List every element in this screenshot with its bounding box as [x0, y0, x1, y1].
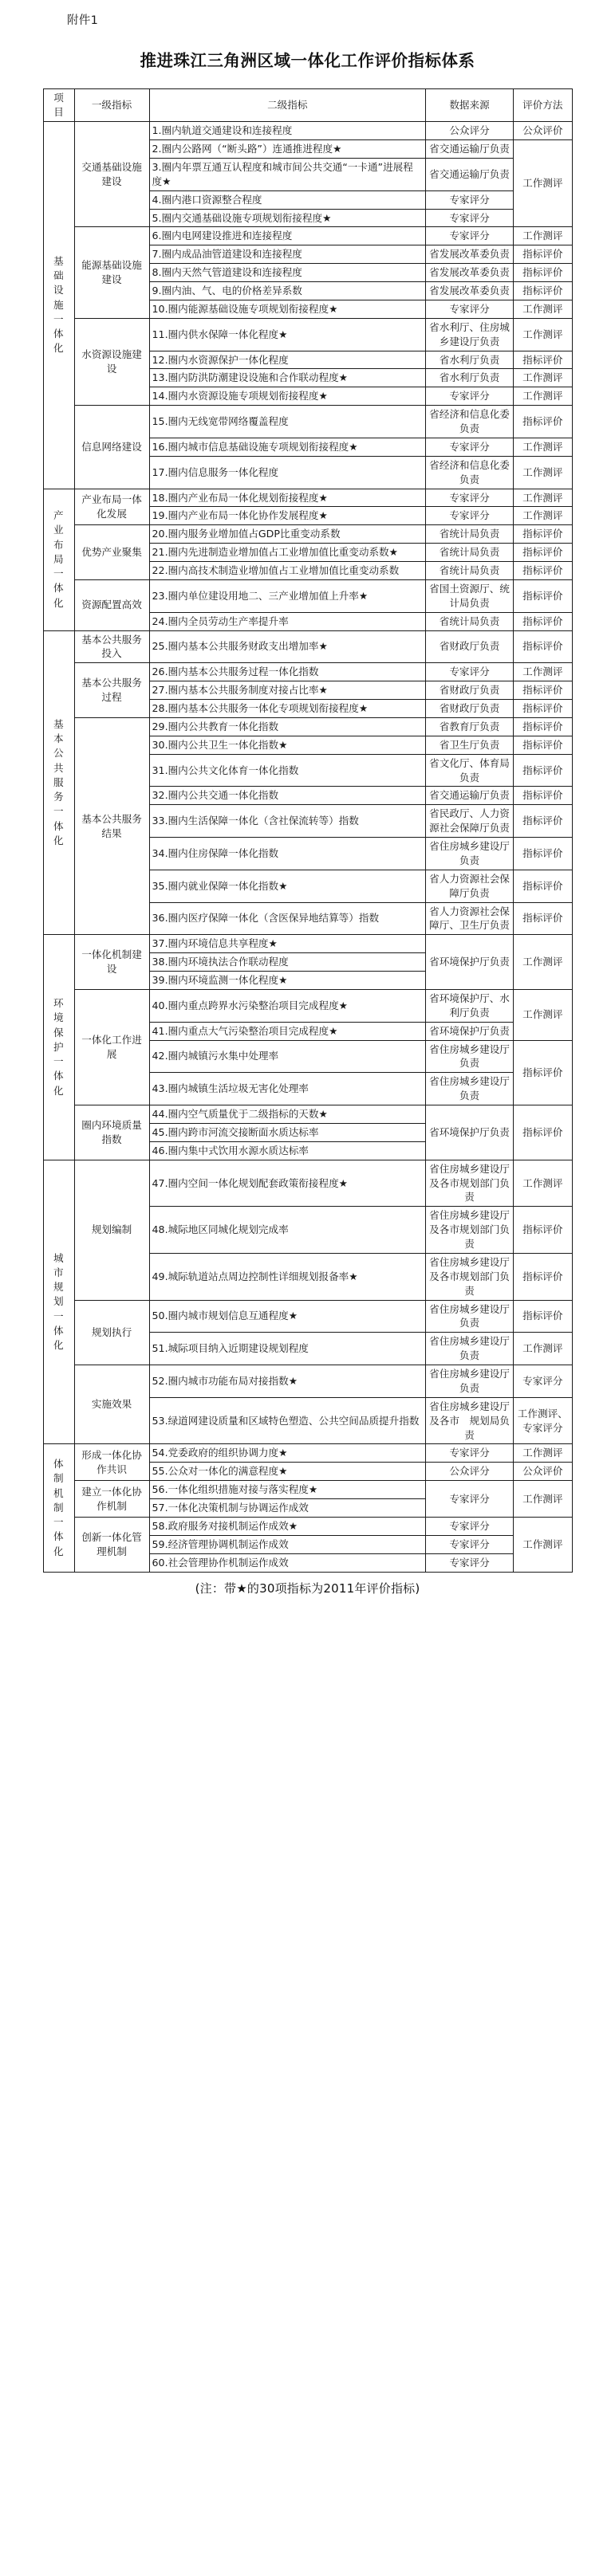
source-cell: 专家评分 — [425, 387, 513, 406]
method-cell: 工作测评 — [514, 300, 572, 318]
project-label: 环境保护一体化 — [53, 997, 65, 1097]
source-cell: 省交通运输厅负责 — [425, 787, 513, 805]
level2-cell: 36.圈内医疗保障一体化（含医保异地结算等）指数 — [149, 902, 425, 935]
source-cell: 省财政厅负责 — [425, 681, 513, 700]
level2-cell: 30.圈内公共卫生一体化指数★ — [149, 736, 425, 754]
table-row — [43, 1160, 572, 1207]
method-cell: 工作测评 — [514, 1333, 572, 1365]
level1-cell: 规划编制 — [74, 1160, 149, 1300]
level2-cell: 33.圈内生活保障一体化（含社保流转等）指数 — [149, 805, 425, 838]
table-row — [43, 1481, 572, 1499]
level2-cell: 31.圈内公共文化体育一体化指数 — [149, 754, 425, 787]
method-cell: 指标评价 — [514, 681, 572, 700]
level1-cell: 交通基础设施建设 — [74, 122, 149, 227]
source-cell: 专家评分 — [425, 1444, 513, 1463]
method-cell: 指标评价 — [514, 717, 572, 736]
level1-cell: 一体化工作进展 — [74, 989, 149, 1105]
source-cell: 公众评分 — [425, 1463, 513, 1481]
source-cell: 省环境保护厅负责 — [425, 1105, 513, 1160]
source-cell: 省水利厅、住房城乡建设厅负责 — [425, 318, 513, 351]
source-cell: 省统计局负责 — [425, 525, 513, 544]
method-cell: 指标评价 — [514, 406, 572, 438]
source-cell: 省住房城乡建设厅及各市规划部门负责 — [425, 1253, 513, 1300]
level2-cell: 23.圈内单位建设用地二、三产业增加值上升率★ — [149, 579, 425, 612]
source-cell: 省教育厅负责 — [425, 717, 513, 736]
source-cell: 专家评分 — [425, 1481, 513, 1518]
level2-cell: 38.圈内环境执法合作联动程度 — [149, 953, 425, 972]
method-cell: 专家评分 — [514, 1365, 572, 1398]
method-cell: 工作测评 — [514, 140, 572, 227]
project-label: 基本公共服务一体化 — [53, 717, 65, 846]
table-row — [43, 1300, 572, 1333]
source-cell: 省环境保护厅负责 — [425, 1022, 513, 1040]
level2-cell: 55.公众对一体化的满意程度★ — [149, 1463, 425, 1481]
level1-cell: 一体化机制建设 — [74, 935, 149, 990]
method-cell: 指标评价 — [514, 805, 572, 838]
level1-cell: 形成一体化协作共识 — [74, 1444, 149, 1481]
level1-cell: 规划执行 — [74, 1300, 149, 1365]
level2-cell: 35.圈内就业保障一体化指数★ — [149, 870, 425, 902]
method-cell: 工作测评 — [514, 1481, 572, 1518]
level2-cell: 40.圈内重点跨界水污染整治项目完成程度★ — [149, 989, 425, 1022]
source-cell: 省交通运输厅负责 — [425, 140, 513, 159]
table-row — [43, 489, 572, 507]
source-cell: 专家评分 — [425, 300, 513, 318]
level1-cell: 能源基础设施建设 — [74, 227, 149, 318]
level1-cell: 优势产业聚集 — [74, 525, 149, 580]
level2-cell: 25.圈内基本公共服务财政支出增加率★ — [149, 630, 425, 663]
source-cell: 专家评分 — [425, 663, 513, 681]
level2-cell: 19.圈内产业布局一体化协作发展程度★ — [149, 507, 425, 525]
table-row — [43, 318, 572, 351]
level2-cell: 56.一体化组织措施对接与落实程度★ — [149, 1481, 425, 1499]
source-cell: 省文化厅、体育局负责 — [425, 754, 513, 787]
project-label: 基础设施一体化 — [53, 254, 65, 355]
level2-cell: 51.城际项目纳入近期建设规划程度 — [149, 1333, 425, 1365]
table-row — [43, 663, 572, 681]
level2-cell: 5.圈内交通基础设施专项规划衔接程度★ — [149, 209, 425, 227]
level1-cell: 基本公共服务投入 — [74, 630, 149, 663]
source-cell: 省住房城乡建设厅及各市规划部门负责 — [425, 1207, 513, 1254]
level2-cell: 49.城际轨道站点周边控制性详细规划报备率★ — [149, 1253, 425, 1300]
method-cell: 指标评价 — [514, 754, 572, 787]
table-header-row — [43, 89, 572, 122]
source-cell: 省民政厅、人力资源社会保障厅负责 — [425, 805, 513, 838]
method-cell: 指标评价 — [514, 282, 572, 300]
method-cell: 公众评价 — [514, 122, 572, 140]
method-cell: 指标评价 — [514, 870, 572, 902]
table-header — [43, 89, 572, 122]
level2-cell: 24.圈内全员劳动生产率提升率 — [149, 612, 425, 630]
method-cell: 工作测评 — [514, 318, 572, 351]
project-cell — [43, 935, 74, 1160]
source-cell: 省财政厅负责 — [425, 630, 513, 663]
page-title: 推进珠江三角洲区域一体化工作评价指标体系 — [140, 51, 475, 71]
method-cell: 指标评价 — [514, 264, 572, 282]
table-row — [43, 1105, 572, 1124]
method-cell: 指标评价 — [514, 1300, 572, 1333]
level2-cell: 57.一体化决策机制与协调运作成效 — [149, 1499, 425, 1518]
source-cell: 专家评分 — [425, 1517, 513, 1535]
method-cell: 指标评价 — [514, 1105, 572, 1160]
source-cell: 省统计局负责 — [425, 612, 513, 630]
source-cell: 省统计局负责 — [425, 544, 513, 562]
source-cell: 专家评分 — [425, 438, 513, 456]
document-page — [0, 14, 615, 1596]
level2-cell: 34.圈内住房保障一体化指数 — [149, 838, 425, 870]
level1-cell: 建立一体化协作机制 — [74, 1481, 149, 1518]
source-cell: 省统计局负责 — [425, 562, 513, 580]
method-cell: 指标评价 — [514, 1253, 572, 1300]
source-cell: 省国土资源厅、统计局负责 — [425, 579, 513, 612]
level2-cell: 53.绿道网建设质量和区域特色塑造、公共空间品质提升指数 — [149, 1397, 425, 1444]
level2-cell: 43.圈内城镇生活垃圾无害化处理率 — [149, 1073, 425, 1105]
method-cell: 指标评价 — [514, 544, 572, 562]
method-cell: 指标评价 — [514, 700, 572, 718]
source-cell: 省住房城乡建设厅负责 — [425, 1073, 513, 1105]
source-cell: 专家评分 — [425, 1535, 513, 1553]
method-cell: 公众评价 — [514, 1463, 572, 1481]
level2-cell: 21.圈内先进制造业增加值占工业增加值比重变动系数★ — [149, 544, 425, 562]
source-cell: 专家评分 — [425, 489, 513, 507]
method-cell: 指标评价 — [514, 630, 572, 663]
method-cell: 工作测评 — [514, 935, 572, 990]
source-cell: 专家评分 — [425, 1553, 513, 1572]
source-cell: 省卫生厅负责 — [425, 736, 513, 754]
level1-cell: 基本公共服务过程 — [74, 663, 149, 718]
table-row — [43, 717, 572, 736]
project-cell — [43, 122, 74, 489]
table-row — [43, 525, 572, 544]
method-cell: 指标评价 — [514, 562, 572, 580]
table-row — [43, 406, 572, 438]
method-cell: 工作测评 — [514, 489, 572, 507]
table-footnote: (注：带★的30项指标为2011年评价指标) — [195, 1581, 420, 1596]
level2-cell: 10.圈内能源基础设施专项规划衔接程度★ — [149, 300, 425, 318]
level2-cell: 3.圈内年票互通互认程度和城市间公共交通“一卡通”进展程度★ — [149, 158, 425, 190]
level2-cell: 8.圈内天然气管道建设和连接程度 — [149, 264, 425, 282]
table-row — [43, 122, 572, 140]
level2-cell: 22.圈内高技术制造业增加值占工业增加值比重变动系数 — [149, 562, 425, 580]
method-cell: 指标评价 — [514, 579, 572, 612]
level2-cell: 60.社会管理协作机制运作成效 — [149, 1553, 425, 1572]
level1-cell: 信息网络建设 — [74, 406, 149, 489]
method-cell: 指标评价 — [514, 245, 572, 264]
table-body — [43, 122, 572, 1572]
source-cell: 省住房城乡建设厅负责 — [425, 1300, 513, 1333]
source-cell: 省住房城乡建设厅负责 — [425, 1333, 513, 1365]
level2-cell: 17.圈内信息服务一体化程度 — [149, 456, 425, 489]
project-cell — [43, 1444, 74, 1572]
level2-cell: 4.圈内港口资源整合程度 — [149, 190, 425, 209]
source-cell: 专家评分 — [425, 507, 513, 525]
level2-cell: 58.政府服务对接机制运作成效★ — [149, 1517, 425, 1535]
method-cell: 工作测评 — [514, 369, 572, 387]
table-row — [43, 1444, 572, 1463]
source-cell: 省水利厅负责 — [425, 369, 513, 387]
project-label: 产业布局一体化 — [53, 509, 65, 609]
level1-cell: 圈内环境质量指数 — [74, 1105, 149, 1160]
level2-cell: 41.圈内重点大气污染整治项目完成程度★ — [149, 1022, 425, 1040]
level2-cell: 28.圈内基本公共服务一体化专项规划衔接程度★ — [149, 700, 425, 718]
project-label: 城市规划一体化 — [53, 1251, 65, 1352]
column-header-project: 项目 — [43, 89, 74, 122]
source-cell: 省发展改革委负责 — [425, 282, 513, 300]
column-header-level1: 一级指标 — [74, 89, 149, 122]
source-cell: 专家评分 — [425, 190, 513, 209]
source-cell: 专家评分 — [425, 209, 513, 227]
source-cell: 省交通运输厅负责 — [425, 158, 513, 190]
method-cell: 工作测评 — [514, 663, 572, 681]
level2-cell: 37.圈内环境信息共享程度★ — [149, 935, 425, 953]
method-cell: 工作测评 — [514, 387, 572, 406]
source-cell: 省住房城乡建设厅及各市规划部门负责 — [425, 1160, 513, 1207]
level2-cell: 26.圈内基本公共服务过程一体化指数 — [149, 663, 425, 681]
method-cell: 指标评价 — [514, 351, 572, 369]
column-header-method: 评价方法 — [514, 89, 572, 122]
level2-cell: 46.圈内集中式饮用水源水质达标率 — [149, 1141, 425, 1160]
method-cell: 指标评价 — [514, 612, 572, 630]
level1-cell: 资源配置高效 — [74, 579, 149, 630]
level2-cell: 6.圈内电网建设推进和连接程度 — [149, 227, 425, 245]
table-row — [43, 935, 572, 953]
project-cell — [43, 489, 74, 630]
source-cell: 省经济和信息化委负责 — [425, 406, 513, 438]
level2-cell: 20.圈内服务业增加值占GDP比重变动系数 — [149, 525, 425, 544]
method-cell: 工作测评 — [514, 438, 572, 456]
level1-cell: 实施效果 — [74, 1365, 149, 1444]
source-cell: 公众评分 — [425, 122, 513, 140]
level1-cell: 产业布局一体化发展 — [74, 489, 149, 525]
level2-cell: 2.圈内公路网（“断头路”）连通推进程度★ — [149, 140, 425, 159]
level2-cell: 44.圈内空气质量优于二级指标的天数★ — [149, 1105, 425, 1124]
level2-cell: 14.圈内水资源设施专项规划衔接程度★ — [149, 387, 425, 406]
source-cell: 省环境保护厅、水利厅负责 — [425, 989, 513, 1022]
level2-cell: 18.圈内产业布局一体化规划衔接程度★ — [149, 489, 425, 507]
source-cell: 省住房城乡建设厅负责 — [425, 1365, 513, 1398]
level2-cell: 50.圈内城市规划信息互通程度★ — [149, 1300, 425, 1333]
level2-cell: 52.圈内城市功能布局对接指数★ — [149, 1365, 425, 1398]
method-cell: 工作测评 — [514, 227, 572, 245]
level2-cell: 39.圈内环境监测一体化程度★ — [149, 972, 425, 990]
level2-cell: 59.经济管理协调机制运作成效 — [149, 1535, 425, 1553]
project-cell — [43, 1160, 74, 1444]
level2-cell: 16.圈内城市信息基础设施专项规划衔接程度★ — [149, 438, 425, 456]
method-cell: 指标评价 — [514, 1207, 572, 1254]
attachment-label: 附件1 — [67, 14, 99, 27]
project-cell — [43, 630, 74, 935]
level1-cell: 基本公共服务结果 — [74, 717, 149, 934]
method-cell: 指标评价 — [514, 736, 572, 754]
level2-cell: 47.圈内空间一体化规划配套政策衔接程度★ — [149, 1160, 425, 1207]
level1-cell: 创新一体化管理机制 — [74, 1517, 149, 1572]
method-cell: 指标评价 — [514, 525, 572, 544]
column-header-source: 数据来源 — [425, 89, 513, 122]
method-cell: 指标评价 — [514, 1040, 572, 1105]
method-cell: 工作测评 — [514, 1160, 572, 1207]
method-cell: 工作测评 — [514, 1517, 572, 1572]
method-cell: 工作测评 — [514, 507, 572, 525]
source-cell: 省发展改革委负责 — [425, 245, 513, 264]
table-row — [43, 579, 572, 612]
source-cell: 省环境保护厅负责 — [425, 935, 513, 990]
source-cell: 省财政厅负责 — [425, 700, 513, 718]
level2-cell: 29.圈内公共教育一体化指数 — [149, 717, 425, 736]
source-cell: 省经济和信息化委负责 — [425, 456, 513, 489]
level2-cell: 45.圈内跨市河流交接断面水质达标率 — [149, 1123, 425, 1141]
table-row — [43, 1365, 572, 1398]
source-cell: 省发展改革委负责 — [425, 264, 513, 282]
method-cell: 工作测评、专家评分 — [514, 1397, 572, 1444]
level2-cell: 54.党委政府的组织协调力度★ — [149, 1444, 425, 1463]
method-cell: 指标评价 — [514, 902, 572, 935]
level2-cell: 12.圈内水资源保护一体化程度 — [149, 351, 425, 369]
project-label: 体制机制一体化 — [53, 1458, 65, 1557]
source-cell: 省住房城乡建设厅负责 — [425, 838, 513, 870]
method-cell: 工作测评 — [514, 989, 572, 1040]
level2-cell: 11.圈内供水保障一体化程度★ — [149, 318, 425, 351]
table-row — [43, 227, 572, 245]
level2-cell: 15.圈内无线宽带网络覆盖程度 — [149, 406, 425, 438]
level1-cell: 水资源设施建设 — [74, 318, 149, 405]
table-row — [43, 630, 572, 663]
level2-cell: 27.圈内基本公共服务制度对接占比率★ — [149, 681, 425, 700]
source-cell: 省水利厅负责 — [425, 351, 513, 369]
level2-cell: 13.圈内防洪防潮建设设施和合作联动程度★ — [149, 369, 425, 387]
table-row — [43, 989, 572, 1022]
method-cell: 工作测评 — [514, 1444, 572, 1463]
source-cell: 省人力资源社会保障厅负责 — [425, 870, 513, 902]
source-cell: 省住房城乡建设厅及各市 规划局负责 — [425, 1397, 513, 1444]
method-cell: 工作测评 — [514, 456, 572, 489]
level2-cell: 48.城际地区同城化规划完成率 — [149, 1207, 425, 1254]
source-cell: 专家评分 — [425, 227, 513, 245]
level2-cell: 7.圈内成品油管道建设和连接程度 — [149, 245, 425, 264]
level2-cell: 42.圈内城镇污水集中处理率 — [149, 1040, 425, 1073]
method-cell: 指标评价 — [514, 838, 572, 870]
source-cell: 省住房城乡建设厅负责 — [425, 1040, 513, 1073]
method-cell: 指标评价 — [514, 787, 572, 805]
source-cell: 省人力资源社会保障厅、卫生厅负责 — [425, 902, 513, 935]
level2-cell: 1.圈内轨道交通建设和连接程度 — [149, 122, 425, 140]
column-header-level2: 二级指标 — [149, 89, 425, 122]
level2-cell: 9.圈内油、气、电的价格差异系数 — [149, 282, 425, 300]
table-row — [43, 1517, 572, 1535]
level2-cell: 32.圈内公共交通一体化指数 — [149, 787, 425, 805]
indicator-system-table — [43, 88, 573, 1572]
